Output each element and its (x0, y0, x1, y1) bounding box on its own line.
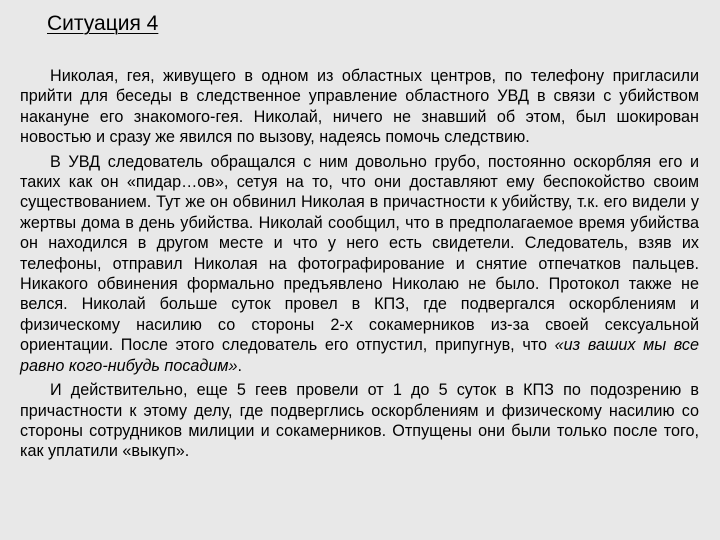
paragraph-2 (20, 152, 699, 376)
paragraph-1 (20, 66, 699, 148)
slide-title: Ситуация 4 (47, 12, 159, 35)
paragraph-2-text: В УВД следователь обращался с ним довольно грубо, постоянно оскорбляя его и таких как он «пидар…ов», сетуя на то, что они доставляют ему беспокойство своим существованием. Тут же он обвинил Николая в причастности к убийству, т.к. его видели у жертвы дома в день убийства. Николай сообщил, что в предполагаемое время убийства он находился в другом месте и что у него есть свидетели. Следователь, взяв их телефоны, отправил Николая на фотографирование и снятие отпечатков пальцев. Никакого обвинения формально предъявлено Николаю не было. Протокол также не велся. Николай больше суток провел в КПЗ, где подвергался оскорблениям и физическому насилию со стороны 2-х сокамерников из-за своей сексуальной ориентации. После этого следователь его отпустил, припугнув, что (20, 152, 699, 355)
paragraph-2-end: . (237, 356, 242, 375)
investigator-quote: «из ваших мы все равно кого-нибудь посадим» (20, 336, 699, 375)
paragraph-3-text: И действительно, еще 5 геев провели от 1 до 5 суток в КПЗ по подозрению в причастности к этому делу, где подверглись оскорблениям и физическому насилию со стороны сотрудников милиции и сокамерников. Отпущены они были только после того, как уплатили «выкуп». (20, 381, 699, 461)
paragraph-1-text: Николая, гея, живущего в одном из областных центров, по телефону пригласили прийти для беседы в следственное управление областного УВД в связи с убийством накануне его знакомого-гея. Николай, ничего не знавший об этом, был шокирован новостью и сразу же явился по вызову, надеясь помочь следствию. (20, 67, 699, 147)
paragraph-3 (20, 380, 699, 462)
slide-body (20, 66, 699, 462)
